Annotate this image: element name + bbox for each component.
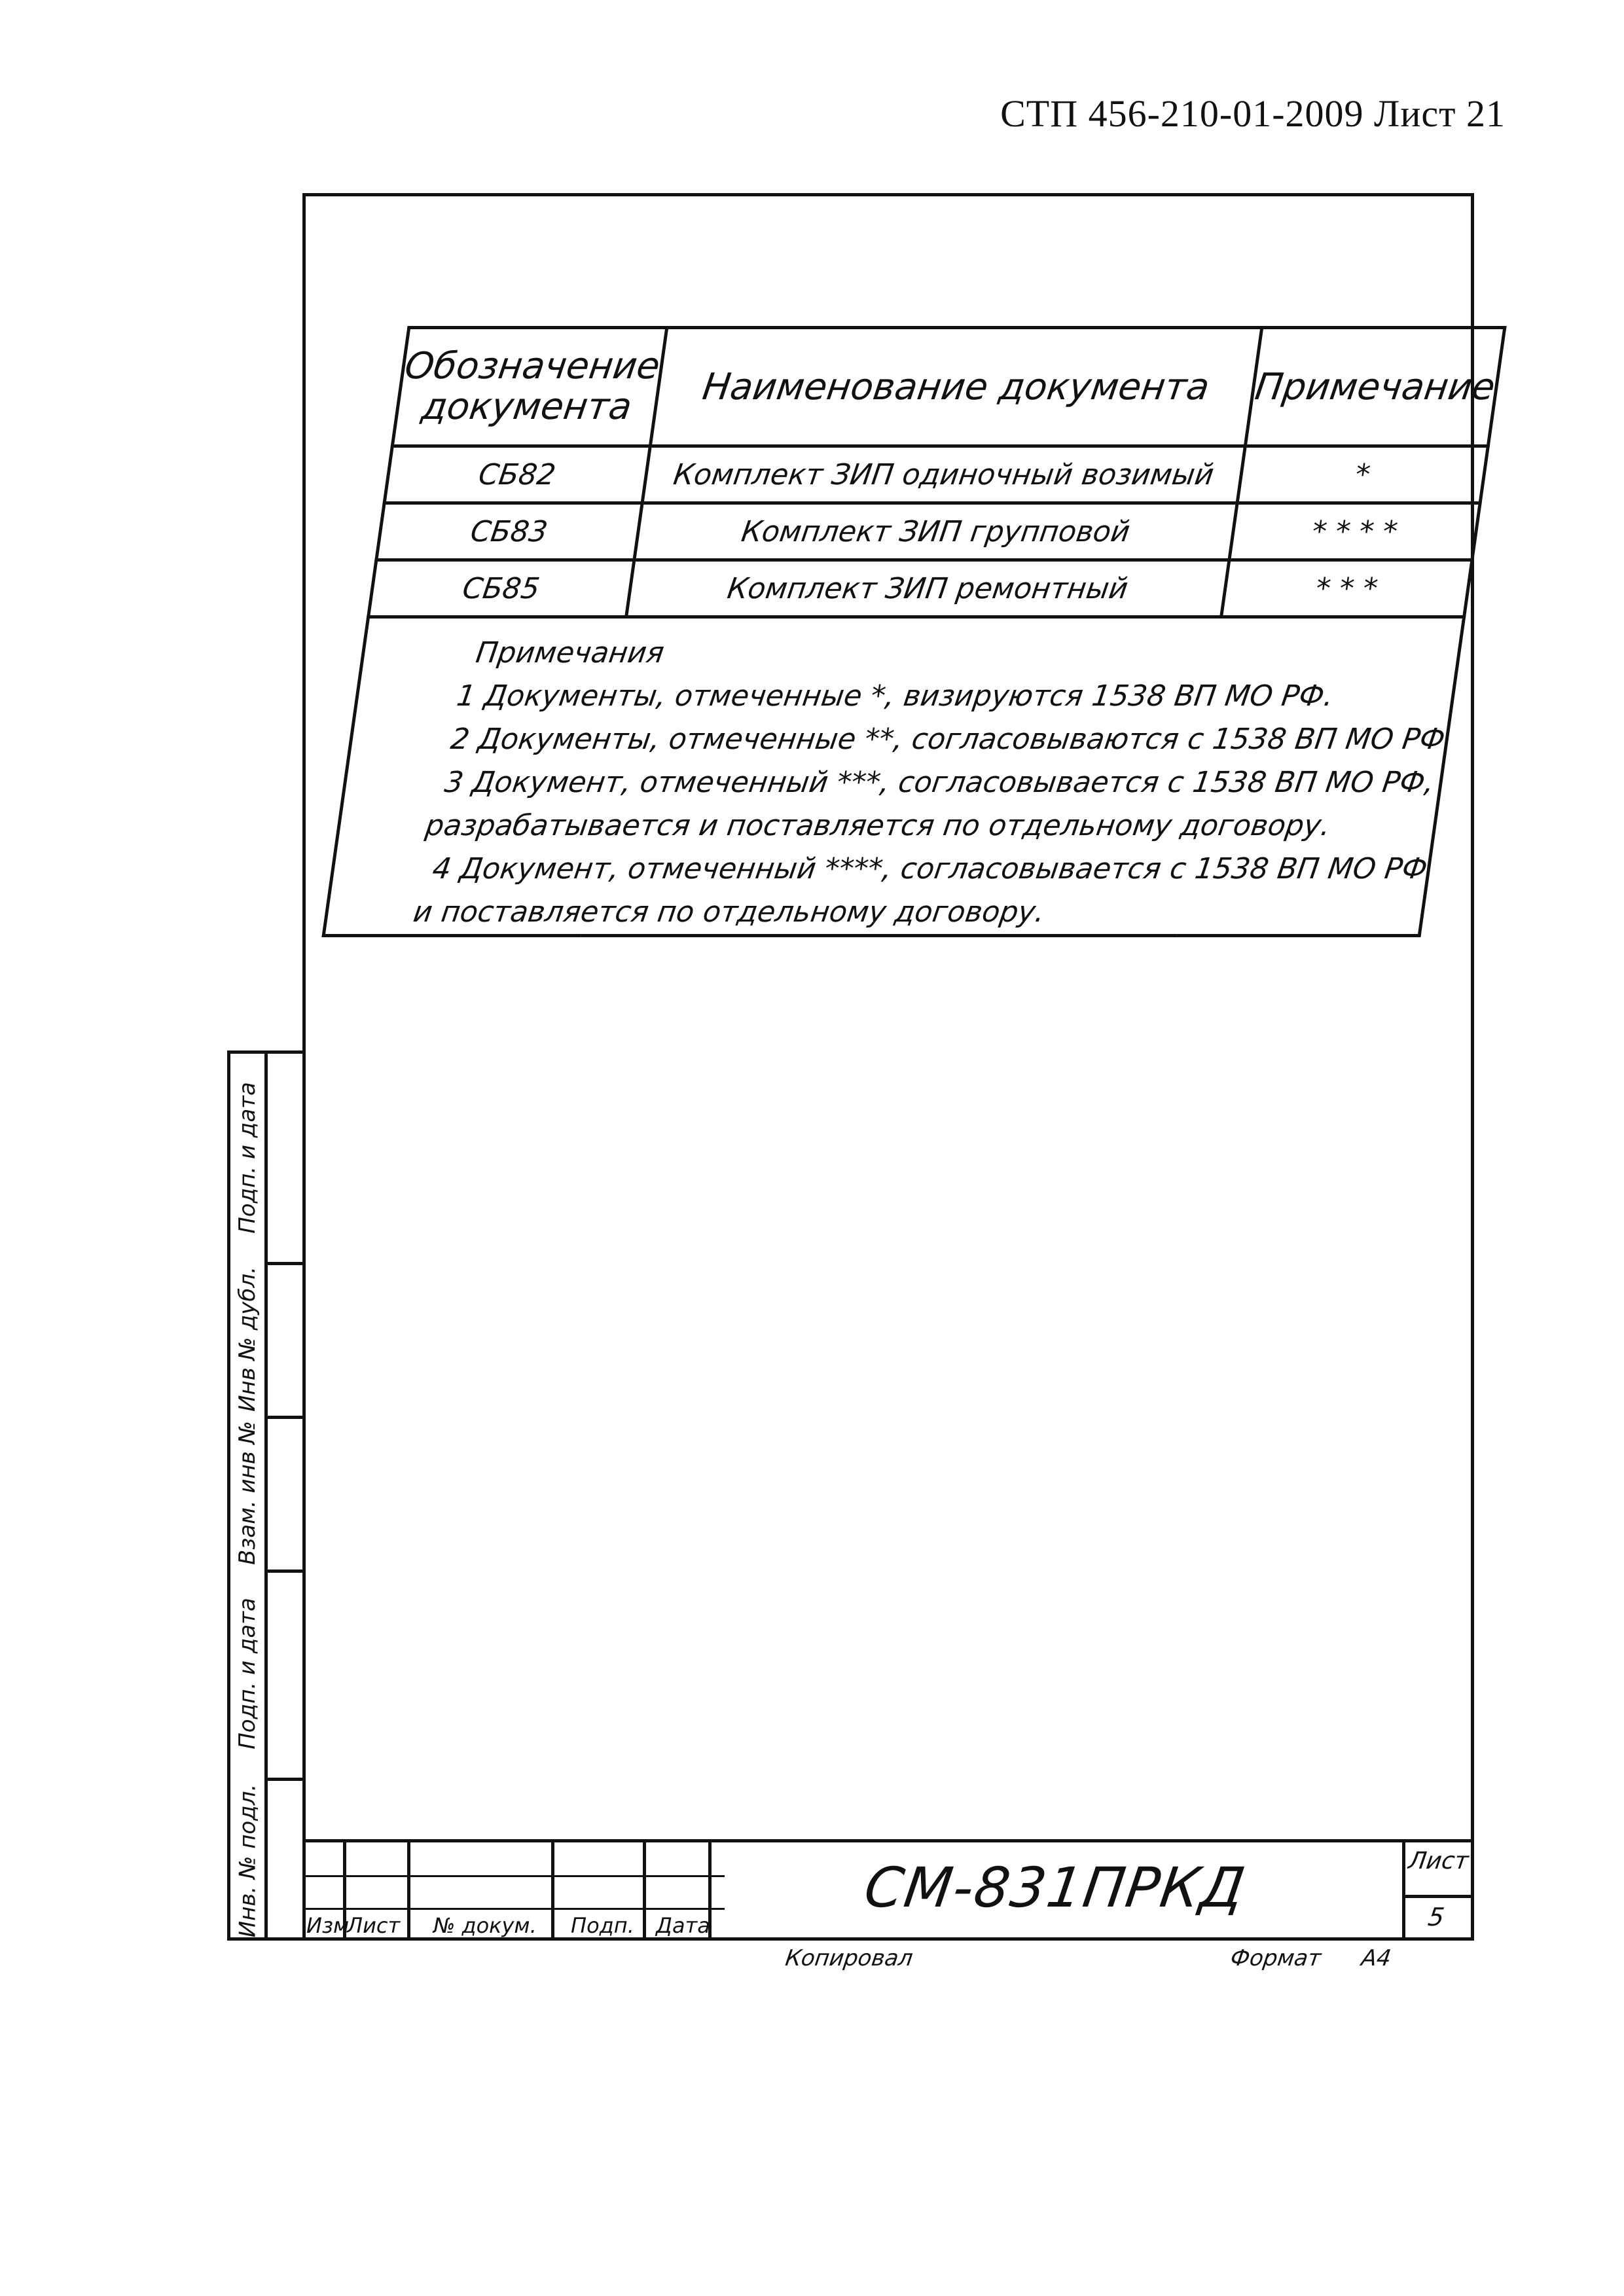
page-header: СТП 456-210-01-2009 Лист 21 [1000, 92, 1506, 135]
format-label: Формат [1229, 1945, 1323, 1971]
table-row [376, 503, 1480, 560]
note-line: и поставляется по отдельному договору. [411, 895, 1047, 929]
documents-table [321, 326, 1506, 937]
table-header-row [392, 328, 1504, 446]
row-name: Комплект ЗИП одиночный возимый [642, 446, 1246, 503]
sheet-label: Лист [1407, 1848, 1471, 1874]
row-note: * [1237, 446, 1488, 503]
table-row [384, 446, 1488, 503]
notes-title: Примечания [473, 636, 666, 670]
tb-col-date: Дата [656, 1913, 710, 1938]
note-line: 1 Документы, отмеченные *, визируются 1538 ВП МО РФ. [454, 679, 1336, 713]
note-line: 2 Документы, отмеченные **, согласовываются с 1538 ВП МО РФ [448, 723, 1447, 756]
row-designation: СБ82 [384, 446, 650, 503]
header-name: Наименование документа [650, 328, 1262, 446]
tb-col-izm: Изм [306, 1913, 350, 1938]
row-designation: СБ83 [376, 503, 642, 560]
notes-block [325, 619, 1462, 934]
format-value: А4 [1360, 1945, 1393, 1971]
row-note: * * * * [1229, 503, 1480, 560]
tb-col-docnum: № докум. [433, 1913, 537, 1938]
row-designation: СБ85 [369, 560, 634, 617]
note-line: 4 Документ, отмеченный ****, согласовывается с 1538 ВП МО РФ [430, 852, 1430, 886]
side-label: Инв. № подл. [234, 1784, 261, 1938]
side-label: Взам. инв № [234, 1420, 261, 1565]
document-designation: СМ-831ПРКД [860, 1856, 1250, 1920]
side-label: Подп. и дата [234, 1598, 261, 1749]
side-label: Подп. и дата [234, 1082, 261, 1234]
row-note: * * * [1221, 560, 1472, 617]
header-designation: Обозначение документа [392, 328, 666, 446]
tb-col-sign: Подп. [571, 1913, 634, 1938]
tb-col-list: Лист [347, 1913, 401, 1938]
note-line: 3 Документ, отмеченный ***, согласовывается с 1538 ВП МО РФ, [442, 766, 1437, 799]
side-stamp [227, 1050, 304, 1941]
table-row [369, 560, 1472, 617]
header-note: Примечание [1246, 328, 1505, 446]
note-line: разрабатывается и поставляется по отдельному договору. [423, 809, 1333, 842]
row-name: Комплект ЗИП ремонтный [626, 560, 1229, 617]
title-block [302, 1839, 1474, 1941]
side-label: Инв № дубл. [234, 1266, 261, 1412]
row-name: Комплект ЗИП групповой [634, 503, 1237, 560]
notes-cell [323, 617, 1464, 936]
copied-label: Копировал [784, 1945, 915, 1971]
sheet-number: 5 [1426, 1903, 1447, 1931]
